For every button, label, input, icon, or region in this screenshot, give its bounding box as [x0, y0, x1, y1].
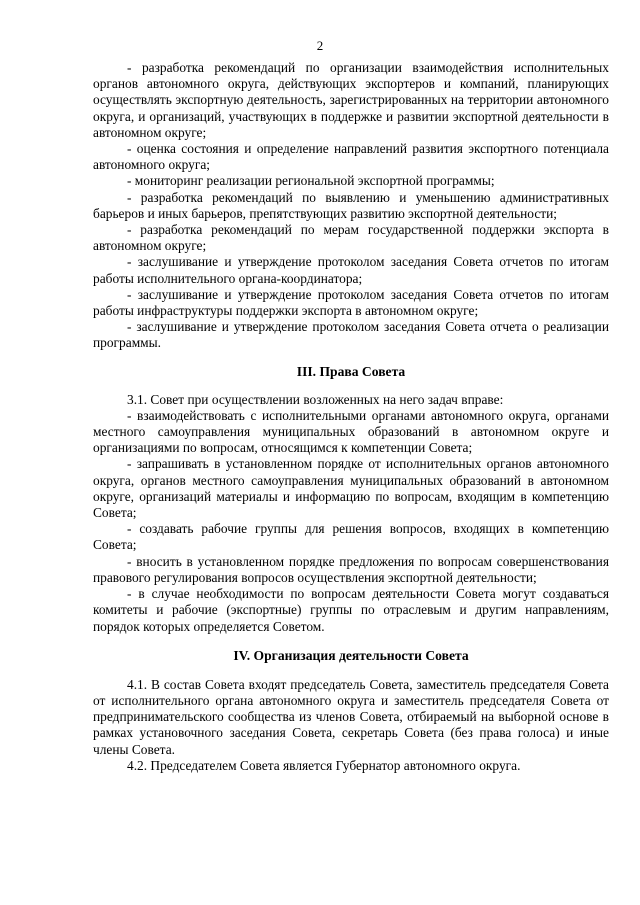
document-body — [93, 60, 609, 774]
list-item: - вносить в установленном порядке предложения по вопросам совершенствования правового регулирования вопросов осуществления экспортной деятельности; — [93, 553, 609, 585]
list-item: - разработка рекомендаций по организации взаимодействия исполнительных органов автономного округа, действующих экспортеров и компаний, планирующих осуществлять экспортную деятельность, зарегистрированных на территории автономного округа, и организаций, участвующих в поддержке и развитии экспортной деятельности в автономном округе; — [93, 60, 609, 140]
list-item: - запрашивать в установленном порядке от исполнительных органов автономного округа, органов местного самоуправления муниципальных образований в автономном округе, организаций материалы и информацию по вопросам, входящим в компетенцию Совета; — [93, 456, 609, 521]
list-item: - заслушивание и утверждение протоколом заседания Совета отчетов по итогам работы инфраструктуры поддержки экспорта в автономном округе; — [93, 286, 609, 319]
list-item: - заслушивание и утверждение протоколом заседания Совета отчета о реализации программы. — [93, 319, 609, 351]
list-item: - разработка рекомендаций по мерам государственной поддержки экспорта в автономном округе; — [93, 222, 609, 254]
list-item: - заслушивание и утверждение протоколом заседания Совета отчетов по итогам работы исполнительного органа-координатора; — [93, 254, 609, 286]
list-item: - разработка рекомендаций по выявлению и уменьшению административных барьеров и иных барьеров, препятствующих развитию экспортной деятельности; — [93, 189, 609, 221]
paragraph-4-1: 4.1. В состав Совета входят председатель Совета, заместитель председателя Совета от исполнительного органа автономного округа и заместитель председателя Совета от предпринимательского сообщества из членов Совета, отбираемый на выборной основе в рамках установочного заседания Совета, секретарь Совета (без права голоса) и иные члены Совета. — [93, 676, 609, 757]
list-item: - оценка состояния и определение направлений развития экспортного потенциала автономного округа; — [93, 141, 609, 173]
list-item: - взаимодействовать с исполнительными органами автономного округа, органами местного самоуправления муниципальных образований в автономном округе и организациями по вопросам, относящимся к компетенции Совета; — [93, 407, 609, 456]
list-item: - создавать рабочие группы для решения вопросов, входящих в компетенцию Совета; — [93, 521, 609, 553]
section-heading-organization: IV. Организация деятельности Совета — [233, 647, 469, 663]
list-item: - в случае необходимости по вопросам деятельности Совета могут создаваться комитеты и рабочие (экспортные) группы по отраслевым и другим направлениям, порядок которых определяется Советом. — [93, 586, 609, 634]
list-item: - мониторинг реализации региональной экспортной программы; — [127, 173, 495, 189]
section-heading-rights: III. Права Совета — [296, 363, 406, 379]
paragraph-4-2: 4.2. Председателем Совета является Губернатор автономного округа. — [127, 757, 521, 773]
page-number: 2 — [316, 38, 324, 53]
paragraph-3-1: 3.1. Совет при осуществлении возложенных на него задач вправе: — [127, 391, 504, 407]
